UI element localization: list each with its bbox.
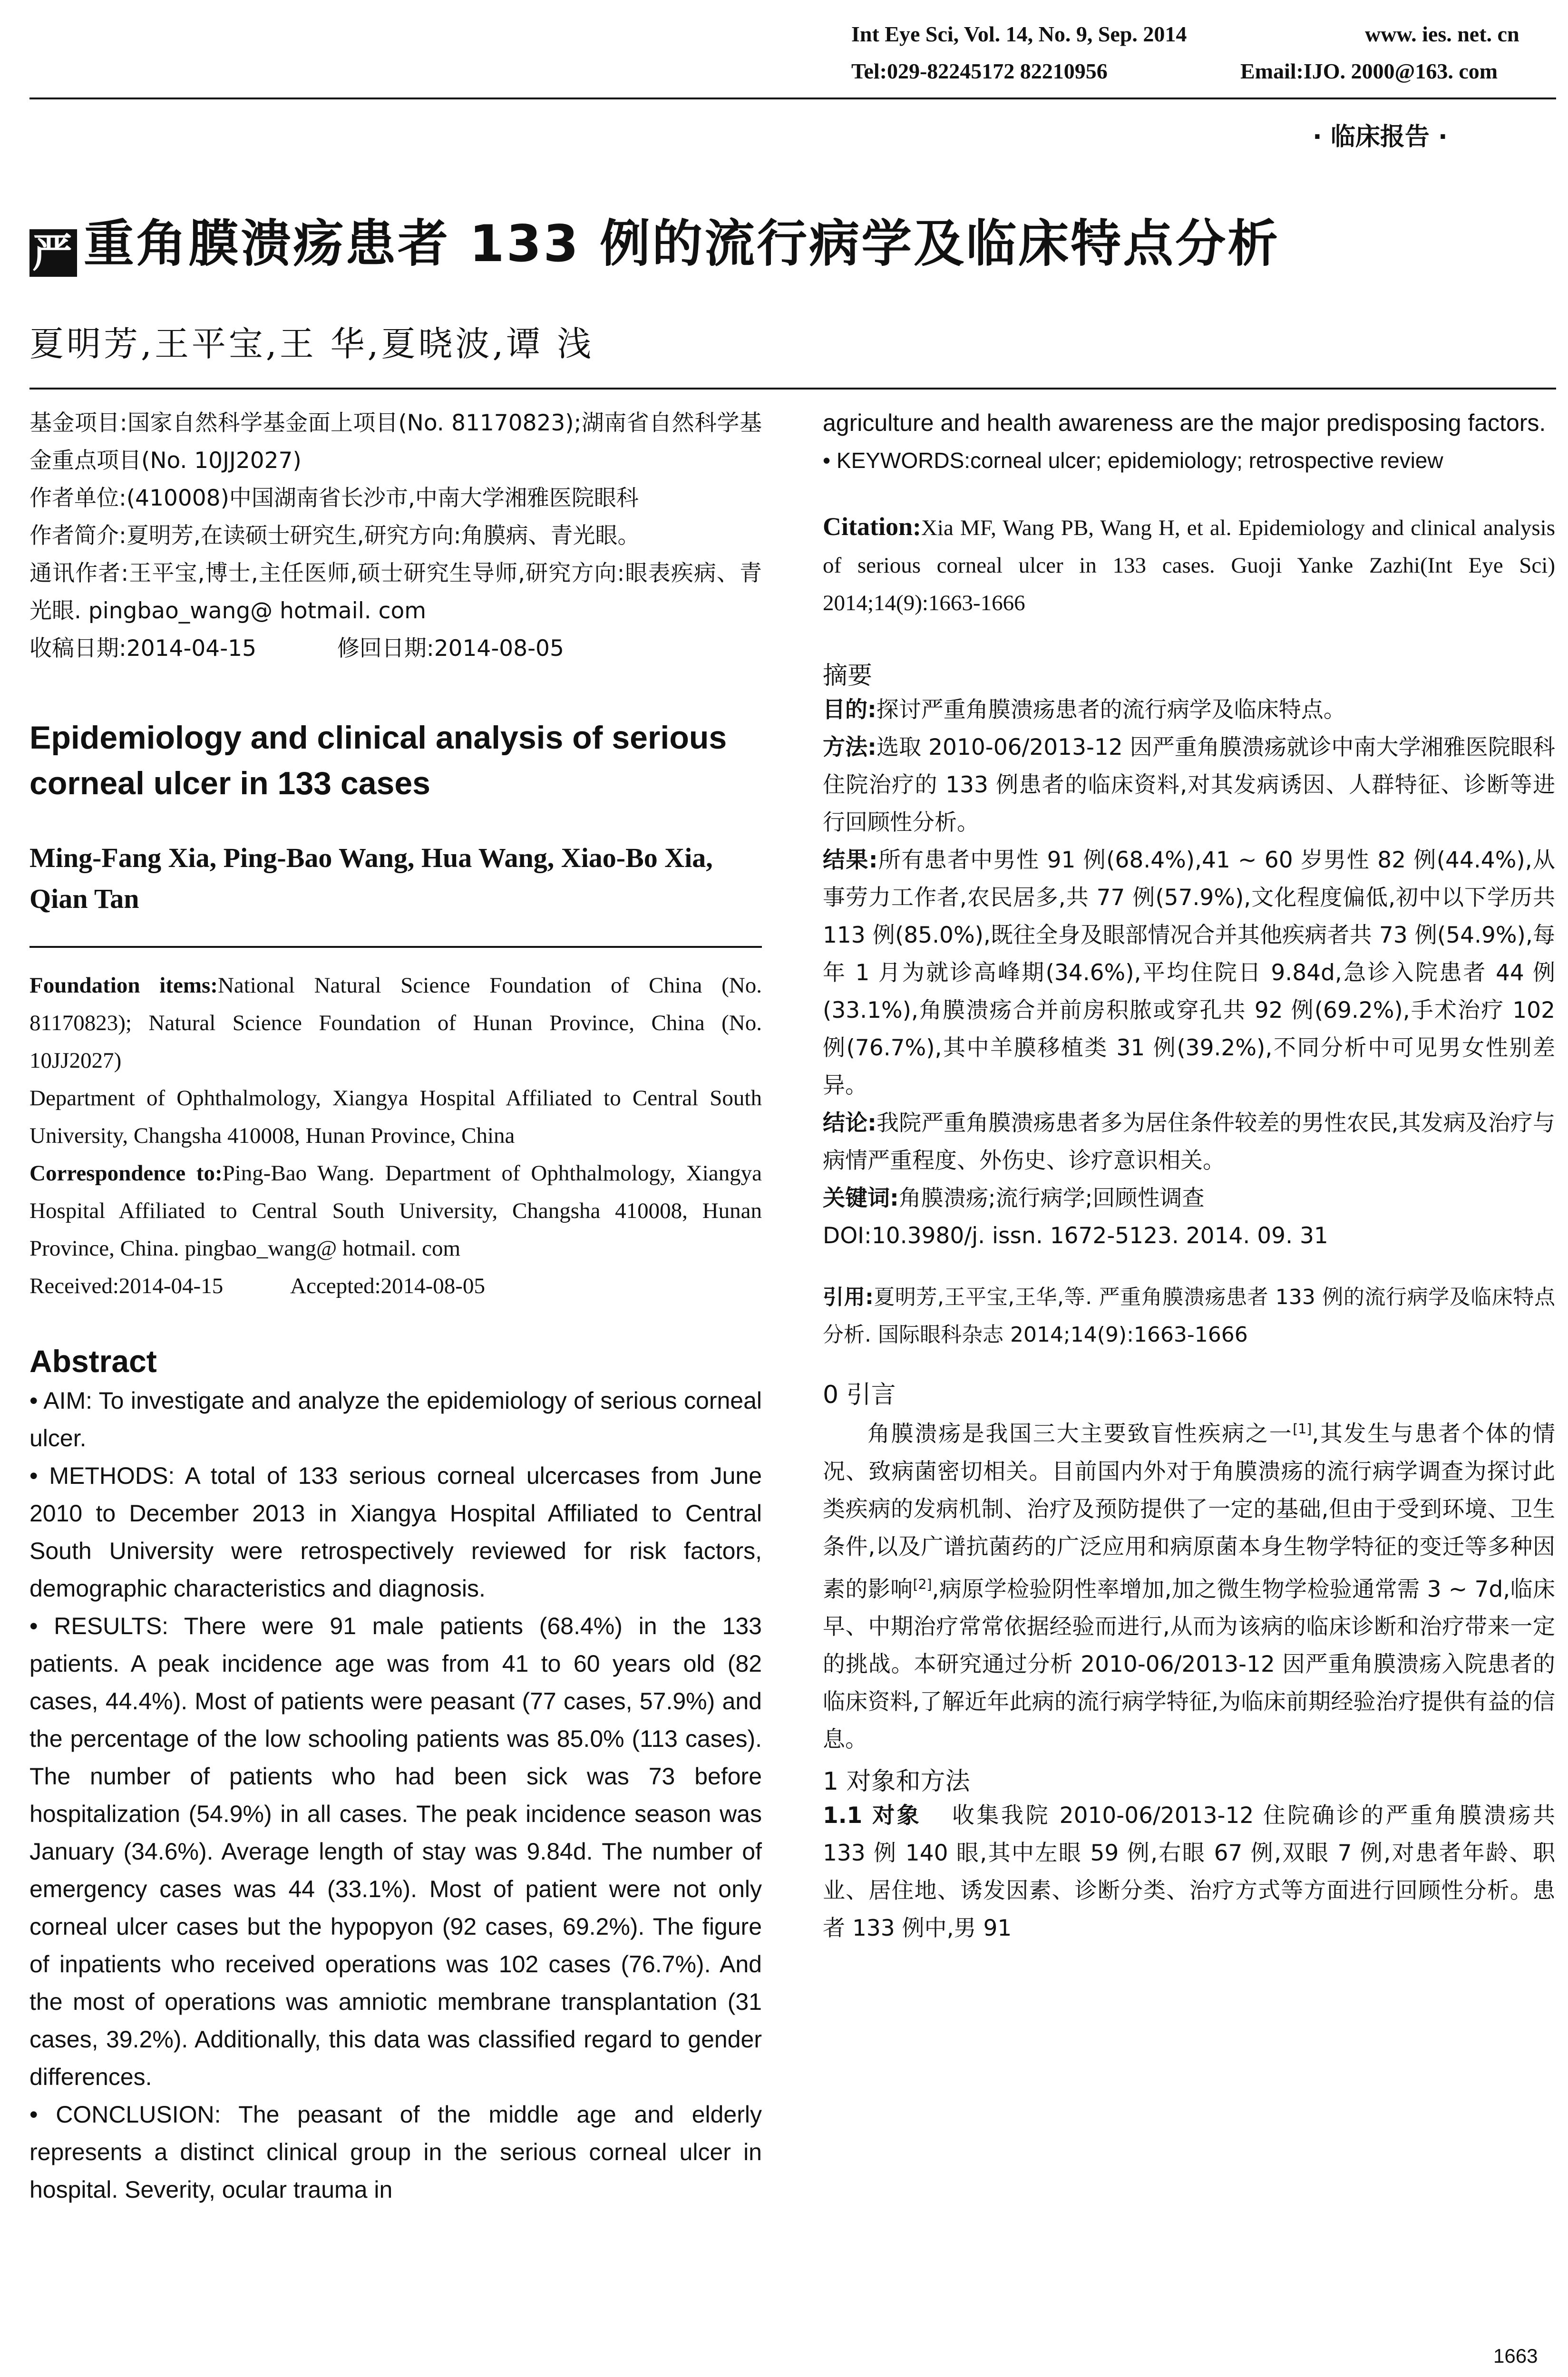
correspondence-en (29, 1155, 762, 1267)
accepted-date-en: Accepted:2014-08-05 (290, 1274, 485, 1298)
correspondence-cn: 通讯作者:王平宝,博士,主任医师,硕士研究生导师,研究方向:眼表疾病、青光眼. pingbao_wang@ hotmail. com (29, 560, 762, 624)
methods-heading: 1 对象和方法 (823, 1767, 970, 1796)
foundation-items (29, 967, 762, 1080)
title-text: 重角膜溃疡患者 133 例的流行病学及临床特点分析 (84, 214, 1280, 273)
abstract-keywords: • KEYWORDS:corneal ulcer; epidemiology; retrospective review (823, 448, 1443, 473)
page-number: 1663 (1493, 2345, 1538, 2367)
affiliation-block-en (29, 967, 762, 1305)
results-text: 所有患者中男性 91 例(68.4%),41 ~ 60 岁男性 82 例(44.4%),从事劳力工作者,农民居多,共 77 例(57.9%),文化程度偏低,初中以下学历共 113 例(85.0%),既往全身及眼部情况合并其他疾病者共 73 例(54.9%),每年 1 月为就诊高峰期(34.6%),平均住院日 9.84d,急诊入院患者 44 例(33.1%),角膜溃疡合并前房积脓或穿孔共 92 例(69.2%),手术治疗 102 例(76.7%),其中羊膜移植类 31 例(39.2%),不同分析中可见男女性别差异。 (823, 847, 1555, 1099)
subjects-text: 收集我院 2010-06/2013-12 住院确诊的严重角膜溃疡共 133 例 140 眼,其中左眼 59 例,右眼 67 例,双眼 7 例,对患者年龄、职业、居住地、诱发因素、诊断分类、治疗方式等方面进行回顾性分析。患者 133 例中,男 91 (823, 1802, 1556, 1942)
objective-label: 目的: (823, 697, 877, 723)
page-title (29, 204, 1280, 277)
abstract-body (29, 1382, 762, 2209)
abstract-methods-cn (823, 729, 1555, 841)
author-rule (29, 946, 762, 948)
abstract-aim: • AIM: To investigate and analyze the epidemiology of serious corneal ulcer. (29, 1387, 762, 1452)
citation-cn-text: 夏明芳,王平宝,王华,等. 严重角膜溃疡患者 133 例的流行病学及临床特点分析. 国际眼科杂志 2014;14(9):1663-1666 (823, 1285, 1555, 1347)
received-date-en: Received:2014-04-15 (29, 1274, 224, 1298)
intro-paragraph (823, 1410, 1555, 1758)
journal-citation: Int Eye Sci, Vol. 14, No. 9, Sep. 2014 (851, 22, 1187, 46)
dates-en (29, 1267, 762, 1305)
keywords-cn (823, 1179, 1555, 1217)
objective-text: 探讨严重角膜溃疡患者的流行病学及临床特点。 (876, 697, 1346, 723)
methods-label: 方法: (823, 734, 877, 760)
english-authors: Ming-Fang Xia, Ping-Bao Wang, Hua Wang, Xiao-Bo Xia, Qian Tan (29, 842, 713, 914)
title-badge: 严 (29, 229, 77, 277)
intro-heading: 0 引言 (823, 1381, 896, 1409)
left-column (29, 404, 762, 2209)
journal-website: www. ies. net. cn (1365, 22, 1519, 46)
chinese-abstract-heading: 摘要 (823, 662, 873, 690)
received-date-cn: 收稿日期:2014-04-15 (29, 635, 256, 662)
abstract-results: • RESULTS: There were 91 male patients (68.4%) in the 133 patients. A peak incidence age was from 41 to 60 years old (82 cases, 44.4%). Most of patients were peasant (77 cases, 57.9%) and the percentage of the low schooling patients was 85.0% (113 cases). The number of patients who had been sick was 73 before hospitalization (54.9%) in all cases. The peak incidence season was January (34.6%). Average length of stay was 9.84d. The number of emergency cases was 44 (33.1%). Most of patient were not only corneal ulcer cases but the hypopyon (92 cases, 69.2%). The figure of inpatients who received operations was 102 cases (76.7%). And the most of operations was amniotic membrane transplantation (31 cases, 39.2%). Additionally, this data was classified regard to gender differences. (29, 1613, 762, 2090)
foundation-text: National Natural Science Foundation of China (No. 81170823); Natural Science Foundation of Hunan Province, China (No. 10JJ2027) (29, 973, 762, 1073)
section-tag: · 临床报告 · (1313, 123, 1448, 151)
keywords-text: 角膜溃疡;流行病学;回顾性调查 (898, 1185, 1205, 1211)
subjects-heading: 1.1 对象 (823, 1802, 922, 1829)
abstract-results-cn (823, 841, 1555, 1104)
reference-1: [1] (1293, 1421, 1312, 1437)
citation-label: Citation: (823, 512, 921, 541)
journal-telephone: Tel:029-82245172 82210956 (851, 59, 1108, 83)
dates-cn (29, 630, 762, 667)
citation-cn (823, 1278, 1555, 1354)
funding-cn: 基金项目:国家自然科学基金面上项目(No. 81170823);湖南省自然科学基金重点项目(No. 10JJ2027) (29, 410, 762, 474)
abstract-objective-cn (823, 691, 1555, 729)
conclusion-label: 结论: (823, 1110, 877, 1136)
intro-text-2: ,其发生与患者个体的情况、致病菌密切相关。目前国内外对于角膜溃疡的流行病学调查为探讨此类疾病的发病机制、治疗及预防提供了一定的基础,但由于受到环境、卫生条件,以及广谱抗菌药的广泛应用和病原菌本身生物学特征的变迁等多种因素的影响 (823, 1421, 1555, 1603)
title-rule (29, 388, 1556, 390)
doi: DOI:10.3980/j. issn. 1672-5123. 2014. 09. 31 (823, 1223, 1328, 1249)
affiliation-cn: 作者单位:(410008)中国湖南省长沙市,中南大学湘雅医院眼科 (29, 485, 639, 511)
abstract-continued (823, 404, 1555, 479)
correspondence-label: Correspondence to: (29, 1161, 223, 1186)
abstract-conclusion-cn (823, 1104, 1555, 1179)
header-rule (29, 97, 1556, 99)
chinese-abstract (823, 691, 1555, 1255)
department-en: Department of Ophthalmology, Xiangya Hospital Affiliated to Central South University, Changsha 410008, Hunan Province, China (29, 1086, 762, 1148)
correspondence-text: Ping-Bao Wang. Department of Ophthalmology, Xiangya Hospital Affiliated to Central South University, Changsha 410008, Hunan Province, China. pingbao_wang@ hotmail. com (29, 1161, 762, 1261)
revised-date-cn: 修回日期:2014-08-05 (337, 635, 564, 662)
subjects-paragraph (823, 1797, 1555, 1947)
foundation-label: Foundation items: (29, 973, 218, 998)
citation-text: Xia MF, Wang PB, Wang H, et al. Epidemiology and clinical analysis of serious corneal ulcer in 133 cases. Guoji Yanke Zazhi(Int Eye Sci) 2014;14(9):1663-1666 (823, 516, 1555, 615)
author-bio-cn: 作者简介:夏明芳,在读硕士研究生,研究方向:角膜病、青光眼。 (29, 523, 640, 549)
abstract-conclusion-end: agriculture and health awareness are the major predisposing factors. (823, 409, 1546, 436)
intro-text-1: 角膜溃疡是我国三大主要致盲性疾病之一 (867, 1421, 1293, 1447)
keywords-label: 关键词: (823, 1185, 899, 1211)
citation-cn-label: 引用: (823, 1285, 874, 1309)
journal-email: Email:IJO. 2000@163. com (1240, 59, 1498, 83)
methods-text: 选取 2010-06/2013-12 因严重角膜溃疡就诊中南大学湘雅医院眼科住院治疗的 133 例患者的临床资料,对其发病诱因、人群特征、诊断等进行回顾性分析。 (823, 734, 1555, 836)
intro-text-3: ,病原学检验阴性率增加,加之微生物学检验通常需 3 ~ 7d,临床早、中期治疗常常依据经验而进行,从而为该病的临床诊断和治疗带来一定的挑战。本研究通过分析 2010-06/2013-12 因严重角膜溃疡入院患者的临床资料,了解近年此病的流行病学特征,为临床前期经验治疗提供有益的信息。 (823, 1576, 1556, 1753)
english-title: Epidemiology and clinical analysis of serious corneal ulcer in 133 cases (29, 720, 727, 801)
citation-block (823, 508, 1555, 622)
abstract-conclusion-start: • CONCLUSION: The peasant of the middle age and elderly represents a distinct clinical group in the serious corneal ulcer in hospital. Severity, ocular trauma in (29, 2101, 762, 2203)
reference-2: [2] (913, 1576, 932, 1592)
abstract-methods: • METHODS: A total of 133 serious corneal ulcercases from June 2010 to December 2013 in Xiangya Hospital Affiliated to Central South University were retrospectively reviewed for risk factors, demographic characteristics and diagnosis. (29, 1462, 762, 1602)
right-column (823, 404, 1555, 1947)
abstract-heading: Abstract (29, 1344, 157, 1379)
results-label: 结果: (823, 847, 878, 873)
authors-cn: 夏明芳,王平宝,王 华,夏晓波,谭 浅 (29, 324, 594, 364)
conclusion-text: 我院严重角膜溃疡患者多为居住条件较差的男性农民,其发病及治疗与病情严重程度、外伤史、诊疗意识相关。 (823, 1110, 1555, 1174)
info-block-cn (29, 404, 762, 667)
